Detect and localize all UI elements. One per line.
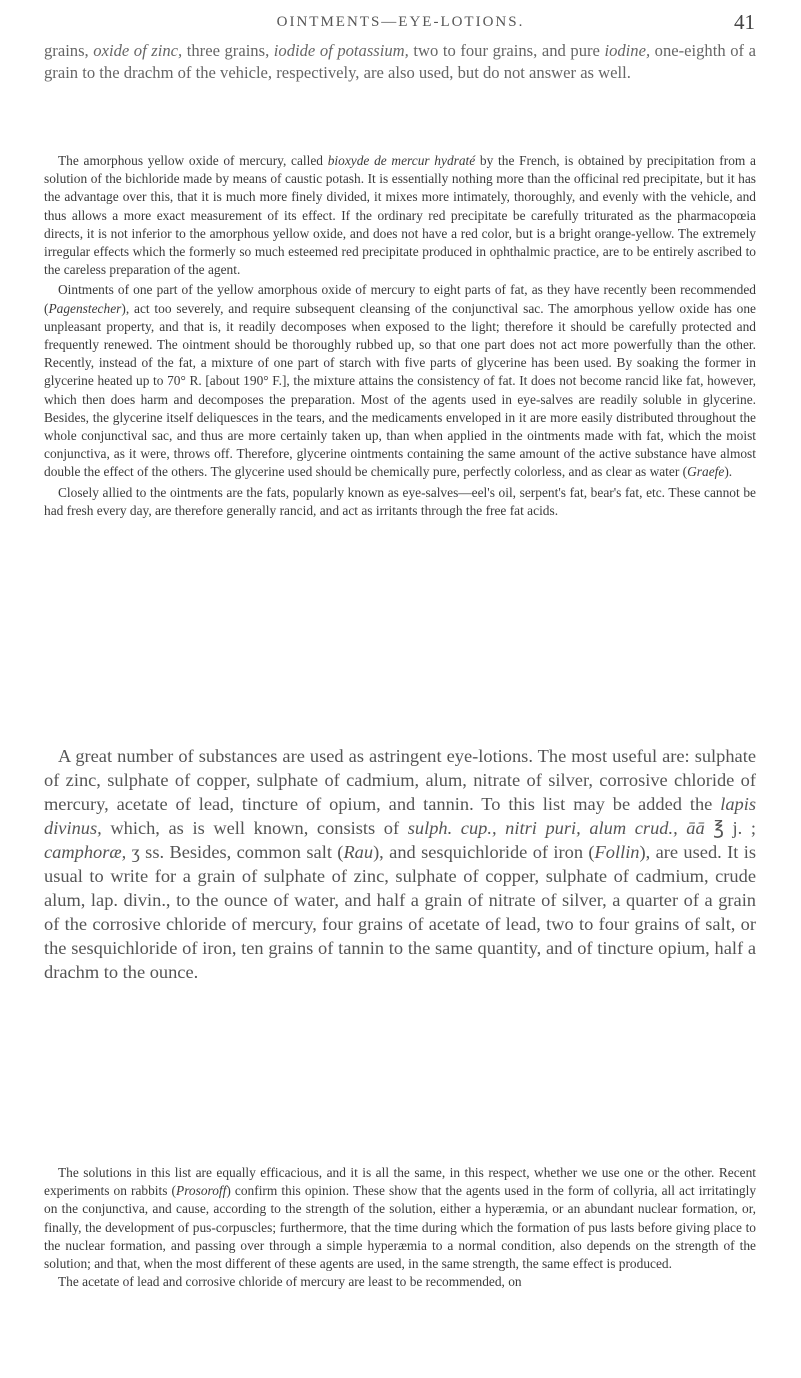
italic-term: iodide of potassium, [273, 41, 409, 60]
text-run: A great number of substances are used as astringent eye-lotions. The most useful are: sulphate of zinc, sulphate of copper, sulphate of cadmium, alum, nitrate of silver, corrosive chloride of mercury, acetate of lead, tincture of opium, and tannin. To this list may be added the [44, 746, 756, 814]
text-run: ). [724, 464, 733, 480]
text-run: Closely allied to the ointments are the fats, popularly known as eye-salves—eel's oil, serpent's fat, bear's fat, etc. These cannot be had fresh every day, are therefore generally rancid, and act as irritants through the free fat acids. [44, 484, 756, 518]
intro-paragraph [44, 40, 756, 83]
italic-term: Graefe [687, 464, 725, 480]
text-run: ℥ j. ; [704, 818, 756, 838]
text-run: ), are used. It is usual to write for a grain of sulphate of zinc, sulphate of copper, sulphate of cadmium, crude alum, lap. divin., to the ounce of water, and half a grain of nitrate of silver, a quarter of a grain of the corrosive chloride of mercury, four grains of acetate of lead, two to four grains of salt, or the sesquichloride of iron, ten grains of tannin to the same quantity, and of tincture opium, half a drachm to the ounce. [44, 842, 756, 982]
text-run: grains, [44, 41, 94, 60]
text-run: The amorphous yellow oxide of mercury, called [58, 153, 328, 168]
eye-lotions-paragraph [44, 744, 756, 984]
text-run: by the French, is obtained by precipitation from a solution of the bichloride made by means of caustic potash. It is essentially nothing more than the officinal red precipitate, but it has the advantage over this, that it is much more finely divided, it mixes more intimately, thoroughly, and evenly with the vehicle, and thus allows a more exact measurement of its effect. If the ordinary red precipitate be carefully triturated as the pharmacopœia directs, it is not inferior to the amorphous yellow oxide, and does not have a red color, but is a bright orange-yellow. The extremely irregular effects which the formerly so much esteemed red precipitate produced in ophthalmic practice, are to be entirely ascribed to the careless preparation of the agent. [44, 153, 756, 278]
paragraph-fats [44, 484, 756, 520]
text-run: two to four grains, and pure [408, 41, 605, 60]
text-run: three grains, [182, 41, 274, 60]
text-run: Ointments of one part of the yellow amorphous oxide of mercury to eight parts of fat, as they have recently been recommended ( [44, 282, 756, 316]
italic-term: camphoræ, [44, 842, 127, 862]
paragraph-yellow-oxide [44, 152, 756, 279]
italic-term: Pagenstecher [48, 300, 122, 316]
italic-term: bioxyde de mercur hydraté [327, 153, 476, 168]
text-run: ) confirm this opinion. These show that the agents used in the form of collyria, all act irritatingly on the conjunctiva, and cause, according to the strength of the solution, either a hyperæmia, or an abundant nuclear formation, or, finally, the development of pus-corpuscles; furthermore, that the time during which the formation of pus lasts before giving place to the nuclear formation, and passing over through a simple hyperæmia to a normal condition, also depends on the strength of the solution; and that, when the most different of these agents are used, in the same strength, the same effect is produced. [44, 1183, 757, 1272]
italic-term: Rau [343, 842, 374, 862]
text-run: ʒ ss. Besides, common salt ( [126, 842, 344, 862]
text-run: one-eighth of a grain to the drachm of the vehicle, respectively, are also used, but do not answer as well. [44, 41, 756, 82]
paragraph-acetate-lead [44, 1273, 756, 1291]
paragraph-solutions [44, 1164, 756, 1273]
small-print-section-ointments [44, 152, 756, 520]
text-run: ), act too severely, and require subsequent cleansing of the conjunctival sac. The amorphous yellow oxide has one unpleasant property, and that is, it readily decomposes when exposed to the light; therefore it should be carefully protected and frequently renewed. The ointment should be thoroughly rubbed up, so that one part does not act more powerfully than the other. Recently, instead of the fat, a mixture of one part of starch with five parts of glycerine has been used. By soaking the former in glycerine heated up to 70° R. [about 190° F.], the mixture attains the consistency of fat. It does not become rancid like fat, however, which then does harm and decomposes the preparation. Most of the agents used in eye-salves are readily soluble in glycerine. Besides, the glycerine itself deliquesces in the tears, and the medicaments enveloped in it are more easily distributed throughout the whole conjunctival sac, and thus are more certainly taken up, than when applied in the ointments made with fat, which the moist conjunctiva, as it were, throws off. Therefore, glycerine ointments containing the same amount of the active substance have almost double the effect of the others. The glycerine used should be chemically pure, perfectly colorless, and as clear as water ( [44, 300, 756, 480]
page-number: 41 [734, 10, 755, 34]
italic-term: oxide of zinc, [93, 41, 183, 60]
italic-term: Follin [594, 842, 640, 862]
italic-term: iodine, [604, 41, 651, 60]
text-run: ), and sesquichloride of iron ( [373, 842, 595, 862]
small-print-section-solutions [44, 1164, 756, 1291]
italic-term: Prosoroff [176, 1183, 227, 1199]
italic-term: lapis divinus, [44, 794, 756, 838]
italic-term: sulph. cup., nitri puri, alum crud., āā [407, 818, 705, 838]
text-run: The acetate of lead and corrosive chloride of mercury are least to be recommended, on [58, 1274, 522, 1290]
running-title: OINTMENTS—EYE-LOTIONS. [276, 14, 525, 30]
running-header [0, 10, 801, 34]
text-run: The solutions in this list are equally efficacious, and it is all the same, in this respect, whether we use one or the other. Recent experiments on rabbits ( [44, 1165, 756, 1199]
text-run: which, as is well known, consists of [101, 818, 408, 838]
paragraph-ointment-proportions [44, 281, 756, 481]
